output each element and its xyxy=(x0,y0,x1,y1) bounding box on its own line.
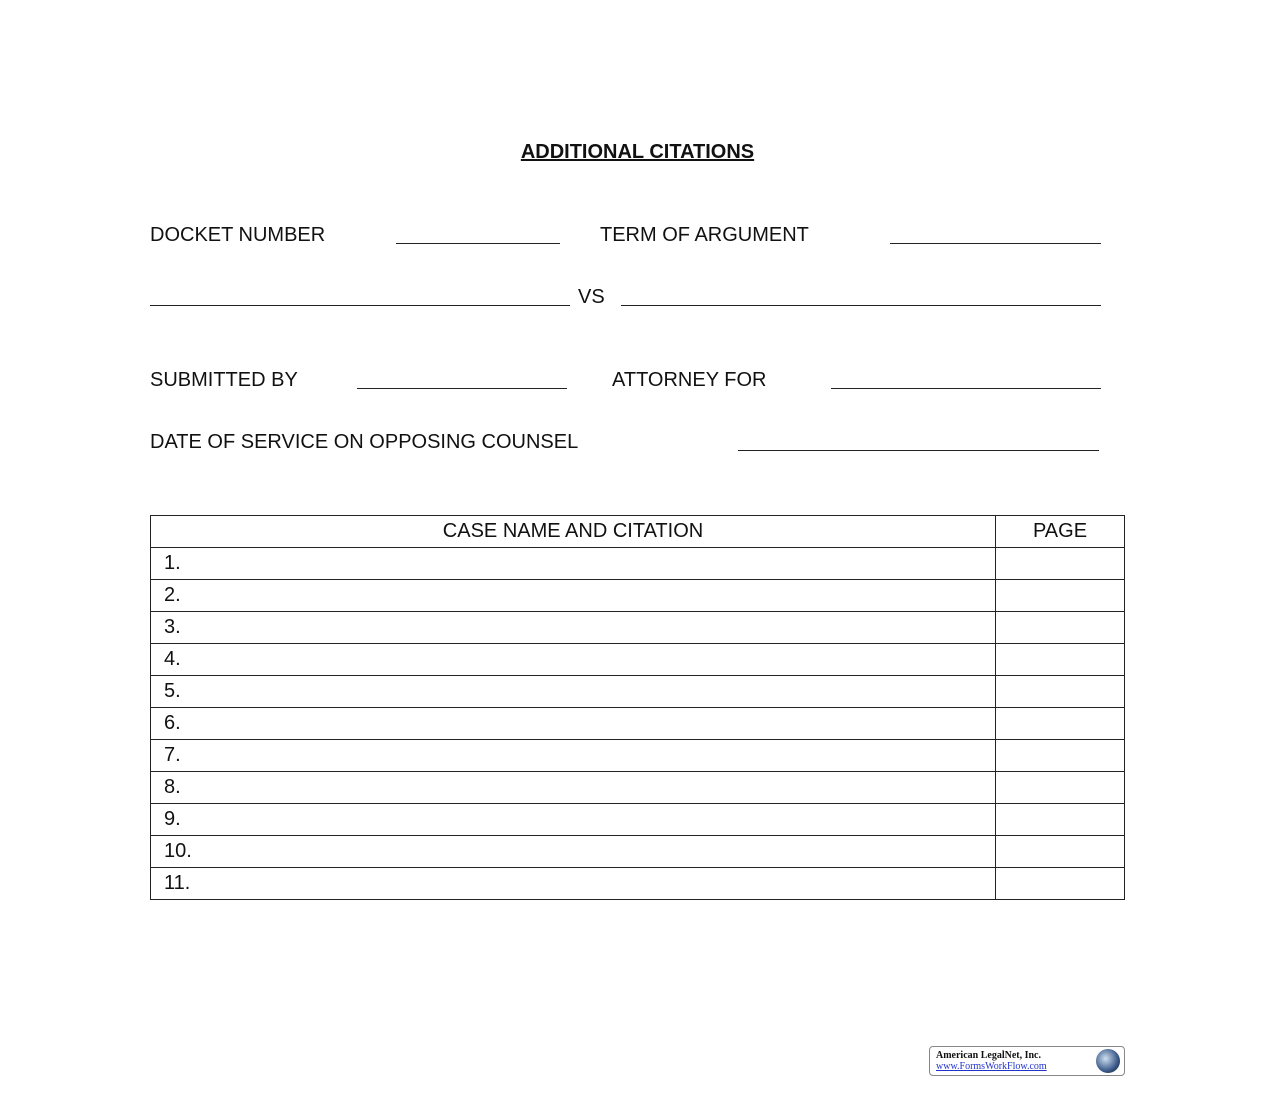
page-cell[interactable] xyxy=(996,740,1125,772)
table-row xyxy=(151,740,1125,772)
case-cell[interactable]: 4. xyxy=(151,644,996,676)
party-two-field[interactable] xyxy=(621,305,1101,306)
submitted-by-field[interactable] xyxy=(357,388,567,389)
page-cell[interactable] xyxy=(996,708,1125,740)
case-cell[interactable]: 1. xyxy=(151,548,996,580)
table-row xyxy=(151,836,1125,868)
case-name-header: CASE NAME AND CITATION xyxy=(151,516,996,548)
logo-url-link[interactable]: www.FormsWorkFlow.com xyxy=(936,1061,1047,1072)
table-row xyxy=(151,644,1125,676)
form-title: ADDITIONAL CITATIONS xyxy=(520,141,755,163)
case-cell[interactable]: 6. xyxy=(151,708,996,740)
docket-number-field[interactable] xyxy=(396,243,560,244)
date-of-service-field[interactable] xyxy=(738,450,1099,451)
page-cell[interactable] xyxy=(996,804,1125,836)
american-legalnet-logo xyxy=(929,1046,1125,1076)
docket-number-label: DOCKET NUMBER xyxy=(150,224,326,246)
term-of-argument-label: TERM OF ARGUMENT xyxy=(600,224,809,246)
attorney-for-field[interactable] xyxy=(831,388,1101,389)
page-cell[interactable] xyxy=(996,612,1125,644)
case-cell[interactable]: 10. xyxy=(151,836,996,868)
table-row xyxy=(151,548,1125,580)
table-row xyxy=(151,708,1125,740)
table-row xyxy=(151,676,1125,708)
page-cell[interactable] xyxy=(996,772,1125,804)
table-row xyxy=(151,580,1125,612)
table-row xyxy=(151,804,1125,836)
page-cell[interactable] xyxy=(996,868,1125,900)
case-cell[interactable]: 2. xyxy=(151,580,996,612)
page-header: PAGE xyxy=(996,516,1125,548)
page-cell[interactable] xyxy=(996,836,1125,868)
submitted-by-label: SUBMITTED BY xyxy=(150,369,298,391)
date-of-service-label: DATE OF SERVICE ON OPPOSING COUNSEL xyxy=(150,431,579,453)
attorney-for-label: ATTORNEY FOR xyxy=(612,369,767,391)
case-cell[interactable]: 8. xyxy=(151,772,996,804)
case-cell[interactable]: 7. xyxy=(151,740,996,772)
case-cell[interactable]: 3. xyxy=(151,612,996,644)
page-cell[interactable] xyxy=(996,580,1125,612)
party-one-field[interactable] xyxy=(150,305,570,306)
case-cell[interactable]: 9. xyxy=(151,804,996,836)
case-cell[interactable]: 11. xyxy=(151,868,996,900)
table-row xyxy=(151,868,1125,900)
table-row xyxy=(151,612,1125,644)
logo-company: American LegalNet, Inc. xyxy=(936,1050,1041,1061)
globe-icon xyxy=(1096,1049,1120,1073)
page-cell[interactable] xyxy=(996,676,1125,708)
table-header-row xyxy=(151,516,1125,548)
case-cell[interactable]: 5. xyxy=(151,676,996,708)
page-cell[interactable] xyxy=(996,548,1125,580)
table-row xyxy=(151,772,1125,804)
page-cell[interactable] xyxy=(996,644,1125,676)
vs-label: VS xyxy=(578,286,605,308)
term-of-argument-field[interactable] xyxy=(890,243,1101,244)
citations-table xyxy=(150,515,1125,900)
